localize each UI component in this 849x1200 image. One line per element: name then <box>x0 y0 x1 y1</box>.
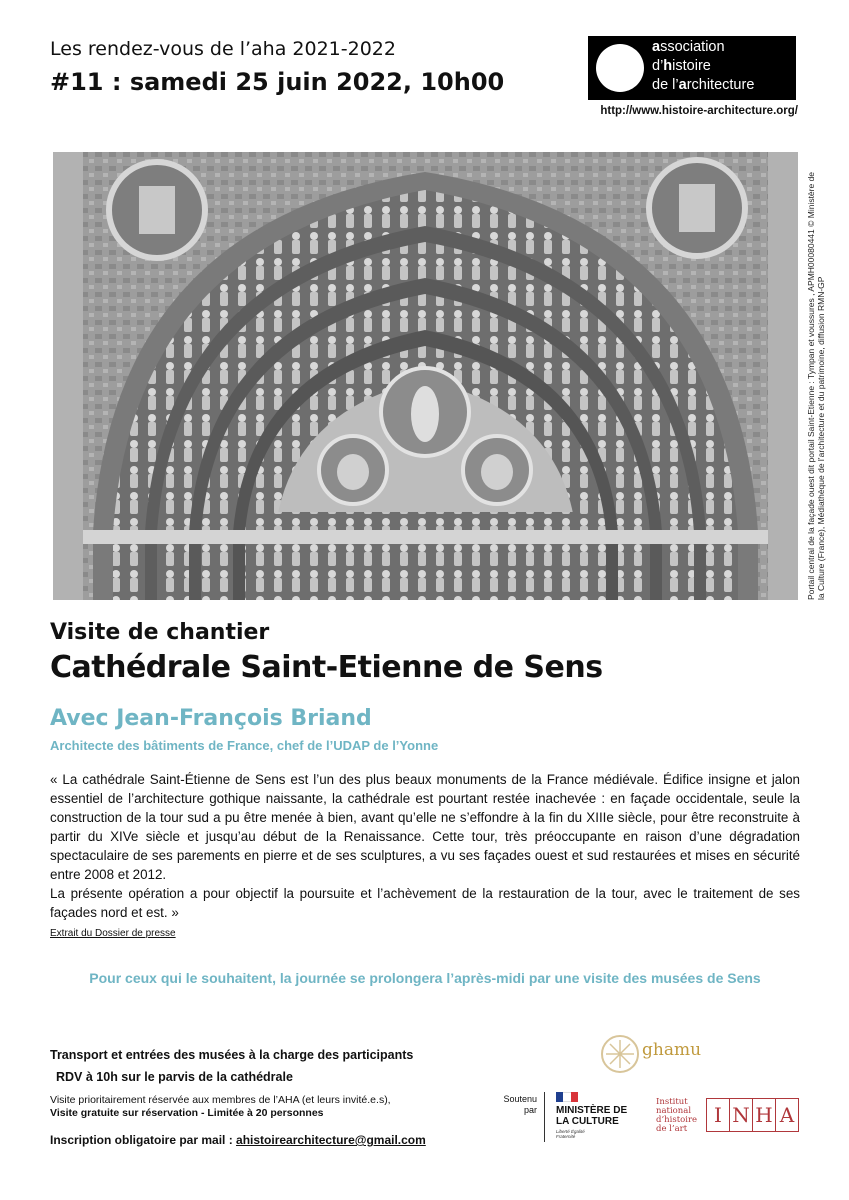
signup-email-link[interactable]: ahistoirearchitecture@gmail.com <box>236 1133 426 1147</box>
signup-label: Inscription obligatoire par mail : <box>50 1133 237 1147</box>
afternoon-note: Pour ceux qui le souhaitent, la journée se prolongera l’après-midi par une visite des musées de Sens <box>89 970 761 986</box>
institut-label: Institut national d’histoire de l’art <box>656 1097 698 1134</box>
website-link[interactable]: http://www.histoire-architecture.org/ <box>600 105 798 117</box>
priority-note: Visite prioritairement réservée aux membres de l’AHA (et leurs invité.e.s), <box>50 1094 391 1106</box>
quote-source: Extrait du Dossier de presse <box>50 928 176 939</box>
event-date: #11 : samedi 25 juin 2022, 10h00 <box>50 68 505 96</box>
quote-paragraph: La présente opération a pour objectif la poursuite et l’achèvement de la restauration de la tour, avec le traitement de ses façades nord et est. » <box>50 886 800 920</box>
event-title: Cathédrale Saint-Etienne de Sens <box>50 650 603 685</box>
ghamu-logo: ghamu <box>642 1040 702 1060</box>
quote-paragraph: « La cathédrale Saint-Étienne de Sens est l’un des plus beaux monuments de la France médiévale. Édifice insigne et jalon essentiel de l’architecture gothique naissante, la cathédrale est pourtant restée inachevée : en façade occidentale, seule la construction de la tour sud a pu être menée à bien, avant qu’elle ne s’effondre à la fin du XIIIe siècle, pour être reconstruite à partir du XIVe siècle et jusqu’au début de la Renaissance. Cette tour, très préoccupante en raison d’une dégradation spectaculaire de ses parements en pierre et de ses sculptures, a vu ses façades ouest et sud restaurées et mises en sécurité entre 2008 et 2012. <box>50 772 800 882</box>
series-title: Les rendez-vous de l’aha 2021-2022 <box>50 38 396 60</box>
event-type: Visite de chantier <box>50 620 270 645</box>
sponsor-divider <box>544 1092 545 1142</box>
inha-logo: I N H A <box>706 1098 799 1132</box>
transport-note: Transport et entrées des musées à la charge des participants <box>50 1048 414 1062</box>
portal-photo <box>53 152 798 600</box>
french-flag-icon <box>556 1092 578 1102</box>
speaker-name: Avec Jean-François Briand <box>50 706 372 731</box>
press-quote <box>50 770 800 922</box>
photo-credit: Portail central de la façade ouest dit portail Saint-Etienne : Tympan et voussures , APMH00080441 © Ministère de la Culture (France), Médiathèque de l’architecture et du patrimoine, diffusion RMN-GP <box>806 171 826 600</box>
supported-by-label: Soutenu par <box>503 1094 537 1115</box>
aha-logo: association d’histoire de l’architecture <box>588 36 796 100</box>
ministry-logo: MINISTÈRE DE LA CULTURE Liberté Égalité Fraternité <box>556 1092 636 1139</box>
speaker-role: Architecte des bâtiments de France, chef de l’UDAP de l’Yonne <box>50 738 439 753</box>
meeting-point: RDV à 10h sur le parvis de la cathédrale <box>56 1070 293 1084</box>
logo-circle-icon <box>596 44 644 92</box>
signup-line <box>50 1133 426 1147</box>
free-note: Visite gratuite sur réservation - Limitée à 20 personnes <box>50 1107 324 1119</box>
